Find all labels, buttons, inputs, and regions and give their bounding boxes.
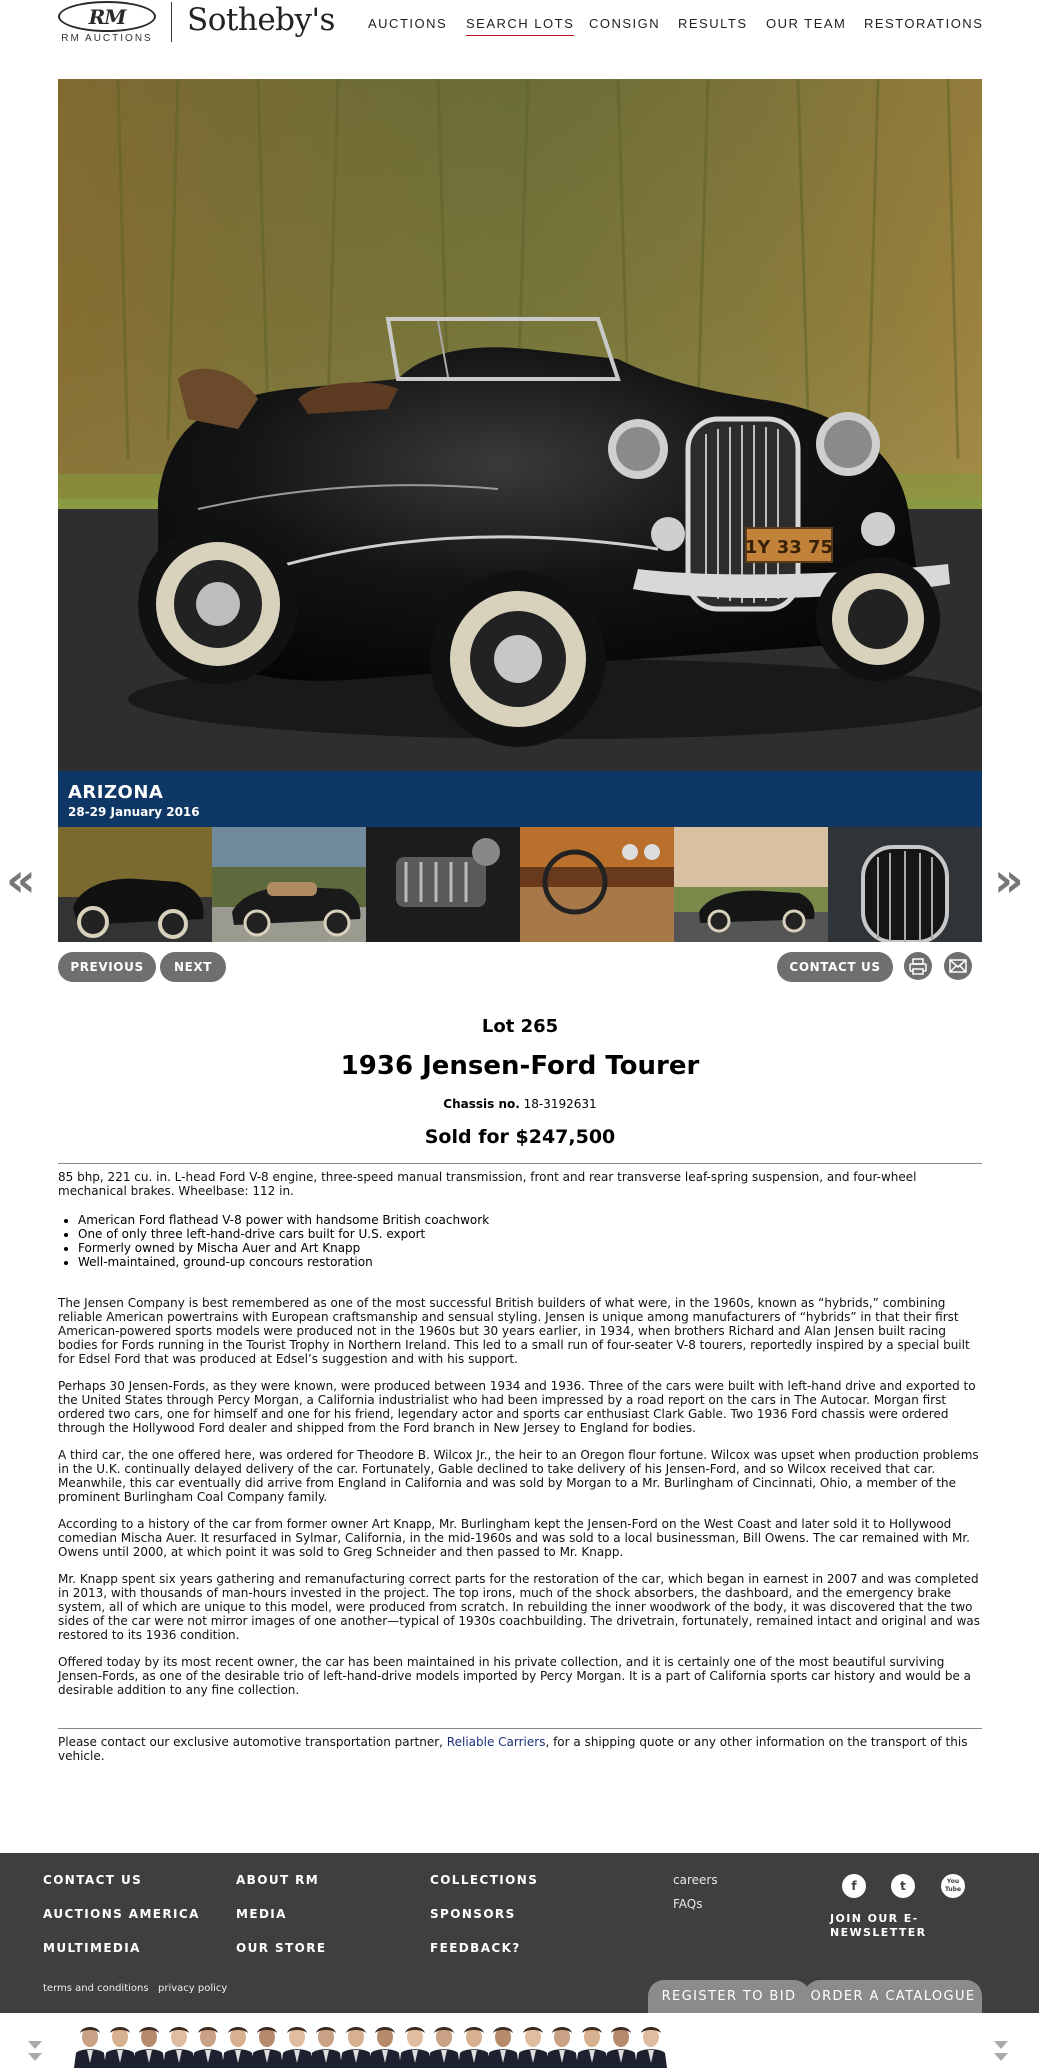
newsletter-signup[interactable] [830,1912,927,1940]
team-member-photo[interactable] [458,2023,490,2068]
thumbnail-image [366,827,520,942]
chassis-label: Chassis no. [443,1097,520,1111]
team-member-photo[interactable] [517,2023,549,2068]
reliable-carriers-link[interactable]: Reliable Carriers [446,1735,546,1749]
transport-text-end: , for a shipping quote or any other information on the transport of this vehicle. [58,1735,968,1763]
chassis-value: 18-3192631 [523,1097,597,1111]
print-button[interactable] [904,952,932,980]
nav-search-lots[interactable]: SEARCH LOTS [466,16,574,36]
specifications: 85 bhp, 221 cu. in. L-head Ford V-8 engine, three-speed manual transmission, front and rear transverse leaf-spring suspension, and four-wheel mechanical brakes. Wheelbase: 112 in. [58,1170,917,1198]
team-member-photo[interactable] [605,2023,637,2068]
nav-restorations[interactable]: RESTORATIONS [864,16,984,31]
chevron-down-icon[interactable] [994,2041,1008,2049]
footer-media[interactable]: MEDIA [236,1907,287,1921]
team-member-photo[interactable] [163,2023,195,2068]
lot-number: Lot 265 [481,1016,559,1037]
team-member-photo[interactable] [251,2023,283,2068]
nav-results[interactable]: RESULTS [678,16,748,31]
team-member-photo[interactable] [340,2023,372,2068]
thumbnail[interactable] [58,827,212,942]
auction-name: ARIZONA [68,782,164,803]
auction-banner [58,771,982,827]
team-member-photo[interactable] [222,2023,254,2068]
team-member-photo[interactable] [487,2023,519,2068]
footer-about-rm[interactable]: ABOUT RM [236,1873,320,1887]
svg-text:1Y 33 75: 1Y 33 75 [744,537,834,558]
description-paragraph: Mr. Knapp spent six years gathering and remanufacturing correct parts for the restoration of the car, which began in earnest in 2007 and was completed in 2013, with thousands of man-hours invested in the project. The top irons, much of the shock absorbers, the dashboard, and the emergency brake system, all of which are unique to this model, were produced from scratch. In rebuilding the inner woodwork of the body, it was discovered that the two sides of the car were not mirror images of one another—typical of 1930s coachbuilding. The drivetrain, fortunately, remained intact and original and was restored to its 1936 condition. [58,1572,981,1642]
team-member-photo[interactable] [104,2023,136,2068]
team-member-photo[interactable] [546,2023,578,2068]
envelope-icon [944,952,972,980]
highlight-item: • Well-maintained, ground-up concours restoration [78,1255,982,1269]
thumbnail[interactable] [366,827,520,942]
car-illustration [58,79,982,771]
newsletter-line-1: JOIN OUR E- [830,1912,919,1925]
description-paragraph: Offered today by its most recent owner, the car has been maintained in his private collection, and it is certainly one of the most beautiful surviving Jensen-Fords, as one of the desirable trio of left-hand-drive models imported by Percy Morgan. It is a part of California sports car history and would be a desirable addition to any fine collection. [58,1655,971,1697]
sold-price: Sold for $247,500 [424,1126,616,1148]
thumbnail-image [58,827,212,942]
privacy-link[interactable]: privacy policy [158,1983,228,1994]
newsletter-line-2: NEWSLETTER [830,1926,927,1939]
chevron-down-icon[interactable] [994,2053,1008,2061]
footer-careers[interactable]: careers [673,1873,718,1887]
highlight-item: • Formerly owned by Mischa Auer and Art Knapp [78,1241,982,1255]
rm-logo-text: RM [88,5,126,29]
chevron-down-icon[interactable] [28,2041,42,2049]
gallery-thumbnails [58,827,982,942]
team-member-photo[interactable] [428,2023,460,2068]
footer-faqs[interactable]: FAQs [673,1897,703,1911]
chevron-down-icon[interactable] [28,2053,42,2061]
email-button[interactable] [944,952,972,980]
thumbnail-image [674,827,828,942]
car-title: 1936 Jensen-Ford Tourer [340,1051,700,1081]
order-catalogue-button[interactable]: ORDER A CATALOGUE [804,1980,982,2013]
nav-auctions[interactable]: AUCTIONS [368,16,448,31]
team-member-photo[interactable] [192,2023,224,2068]
team-member-photo[interactable] [74,2023,106,2068]
sothebys-logo[interactable]: Sotheby's [187,2,335,38]
transport-note [58,1735,982,1763]
thumbnail[interactable] [828,827,982,942]
highlight-item: • One of only three left-hand-drive cars built for U.S. export [78,1227,982,1241]
logo-divider [171,2,172,42]
thumbnail-image [212,827,366,942]
description-paragraph: According to a history of the car from former owner Art Knapp, Mr. Burlingham kept the Jensen-Ford on the West Coast and later sold it to Hollywood comedian Mischa Auer. It resurfaced in Sylmar, California, in the mid-1960s and was sold to a local businessman, Bill Owens. The car remained with Mr. Owens until 2000, at which point it was sold to Greg Schneider and then passed to Mr. Knapp. [58,1517,970,1559]
thumbnail-image [828,827,982,942]
thumbnail[interactable] [520,827,674,942]
rm-logo-subtitle: RM AUCTIONS [61,33,153,44]
highlight-item: • American Ford flathead V-8 power with handsome British coachwork [78,1213,982,1227]
transport-text: Please contact our exclusive automotive transportation partner, [58,1735,447,1749]
chassis-number [58,1097,982,1111]
thumbnail-image [520,827,674,942]
thumbnail[interactable] [674,827,828,942]
footer-feedback[interactable]: FEEDBACK? [430,1941,521,1955]
nav-consign[interactable]: CONSIGN [589,16,661,31]
team-member-photo[interactable] [133,2023,165,2068]
gallery-prev-arrow[interactable]: « [6,853,36,907]
printer-icon [904,952,932,980]
team-member-photo[interactable] [399,2023,431,2068]
contact-us-button[interactable]: CONTACT US [777,952,893,982]
team-member-photo[interactable] [310,2023,342,2068]
highlights-list [78,1213,982,1269]
thumbnail[interactable] [212,827,366,942]
team-member-photo[interactable] [576,2023,608,2068]
description-paragraph: The Jensen Company is best remembered as one of the most successful British builders of what were, in the 1960s, known as “hybrids,” combining reliable American powertrains with European craftsmanship and sensual styling. Jensen is unique among manufacturers of “hybrids” in that their first American-powered sports models were produced not in the 1960s but 30 years earlier, in 1934, when brothers Richard and Alan Jensen built racing bodies for Fords running in the Tourist Trophy in Northern Ireland. This led to a small run of four-seater V-8 tourers, reportedly inspired by a special built for Edsel Ford that was produced at Edsel’s suggestion and with his support. [58,1296,970,1366]
auction-dates: 28-29 January 2016 [68,805,200,819]
previous-button[interactable]: PREVIOUS [58,952,156,982]
terms-link[interactable]: terms and conditions [43,1983,149,1994]
footer-our-store[interactable]: OUR STORE [236,1941,327,1955]
next-button[interactable]: NEXT [160,952,226,982]
description-paragraph: A third car, the one offered here, was ordered for Theodore B. Wilcox Jr., the heir to an Oregon flour fortune. Wilcox was upset when production problems in the U.K. continually delayed delivery of the car. Fortunately, Gable declined to take delivery of his Jensen-Ford, and so Wilcox received that car. Meanwhile, this car eventually did arrive from England in California and was sold by Morgan to a Mr. Burlingham of Cincinnati, Ohio, a member of the prominent Burlingham Coal Company family. [58,1448,979,1504]
footer-multimedia[interactable]: MULTIMEDIA [43,1941,141,1955]
footer-sponsors[interactable]: SPONSORS [430,1907,516,1921]
footer-auctions-america[interactable]: AUCTIONS AMERICA [43,1907,200,1921]
divider [58,1163,982,1164]
footer-collections[interactable]: COLLECTIONS [430,1873,539,1887]
facebook-icon[interactable]: f [842,1874,866,1898]
description-paragraph: Perhaps 30 Jensen-Fords, as they were known, were produced between 1934 and 1936. Three of the cars were built with left-hand drive and exported to the United States through Percy Morgan, a California industrialist who had been impressed by a road report on the cars in The Autocar. Morgan first ordered two cars, one for himself and one for his friend, legendary actor and sports car enthusiast Clark Gable. Two 1936 Ford chassis were ordered through the Hollywood Ford dealer and shipped from the Ford branch in New Jersey to England for bodies. [58,1379,976,1435]
team-member-photo[interactable] [369,2023,401,2068]
hero-car-photo[interactable] [58,79,982,771]
rm-logo[interactable] [58,1,156,32]
lot-description [58,1296,982,1710]
nav-our-team[interactable]: OUR TEAM [766,16,847,31]
twitter-icon[interactable]: t [891,1874,915,1898]
site-header [0,0,1039,50]
youtube-icon[interactable]: You Tube [941,1874,965,1898]
team-member-photo[interactable] [635,2023,667,2068]
divider [58,1728,982,1729]
register-to-bid-button[interactable]: REGISTER TO BID [648,1980,810,2013]
footer-contact-us[interactable]: CONTACT US [43,1873,143,1887]
team-member-photo[interactable] [281,2023,313,2068]
gallery-next-arrow[interactable]: » [994,853,1024,907]
